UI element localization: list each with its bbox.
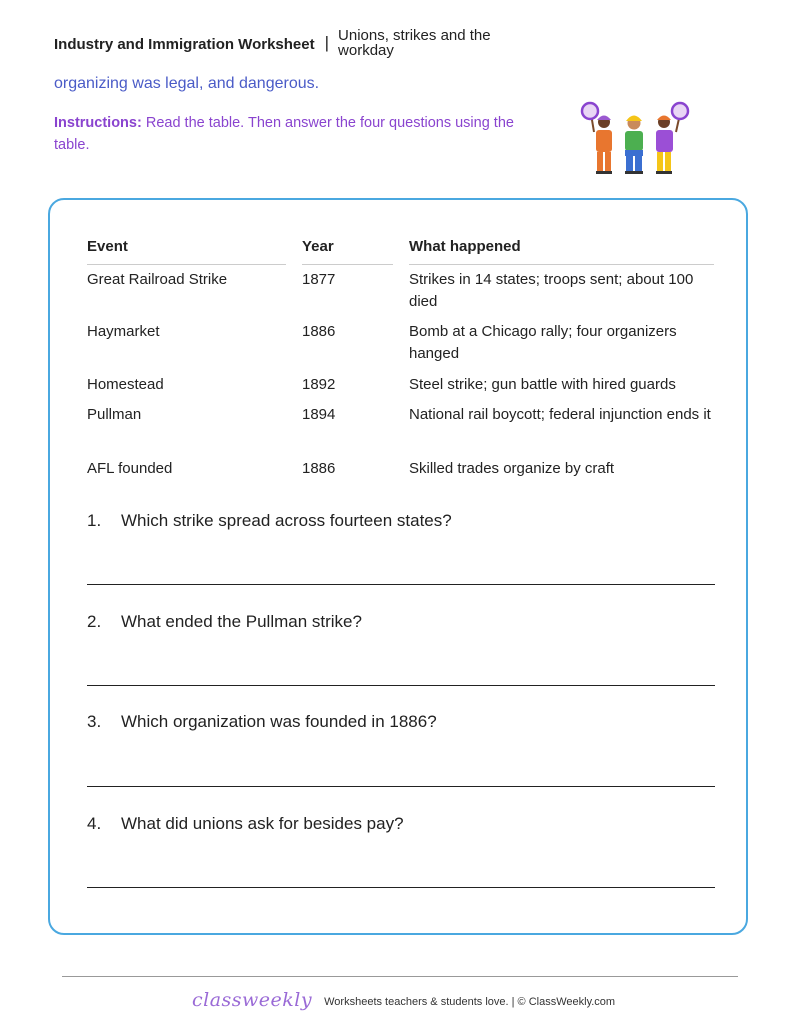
cell-what-happened: Bomb at a Chicago rally; four organizers hanged (409, 323, 677, 362)
question-2 (87, 612, 715, 632)
cell-year: 1894 (302, 406, 336, 423)
question-text: Which organization was founded in 1886? (121, 712, 437, 731)
question-text: What ended the Pullman strike? (121, 612, 362, 631)
question-3 (87, 712, 715, 732)
question-text: Which strike spread across fourteen states? (121, 511, 452, 530)
cell-what-happened: Skilled trades organize by craft (409, 460, 615, 477)
footer-divider (62, 976, 738, 977)
cell-what-happened: Strikes in 14 states; troops sent; about 100 died (409, 271, 694, 310)
question-number: 4. (87, 814, 102, 833)
cell-event: Homestead (87, 376, 164, 393)
cell-year: 1886 (302, 323, 336, 340)
question-1 (87, 511, 715, 531)
question-text: What did unions ask for besides pay? (121, 814, 404, 833)
question-number: 1. (87, 511, 102, 530)
worksheet-card (48, 198, 748, 935)
cell-year: 1886 (302, 460, 336, 477)
question-4 (87, 814, 715, 834)
cell-event: Great Railroad Strike (87, 271, 228, 288)
column-header-year: Year (302, 238, 393, 265)
instructions-label: Instructions: (54, 115, 142, 131)
worksheet-title: Industry and Immigration Worksheet (54, 36, 315, 53)
instructions-text: Read the table. Then answer the four questions using the table. (54, 115, 514, 153)
column-header-what-happened: What happened (409, 238, 714, 265)
cell-event: AFL founded (87, 460, 173, 477)
answer-line[interactable] (87, 685, 715, 686)
column-header-event: Event (87, 238, 286, 265)
instructions (54, 112, 529, 156)
cell-event: Pullman (87, 406, 142, 423)
question-number: 3. (87, 712, 102, 731)
protesters-illustration (578, 100, 693, 178)
cell-what-happened: National rail boycott; federal injunction ends it (409, 406, 711, 423)
worksheet-subtitle: Unions, strikes and the workday (338, 27, 491, 59)
cell-what-happened: Steel strike; gun battle with hired guards (409, 376, 676, 393)
header-separator: | (324, 33, 330, 52)
question-number: 2. (87, 612, 102, 631)
protester-middle-icon (625, 116, 643, 175)
worksheet-header (54, 28, 528, 58)
brand-logo: classweekly (192, 989, 313, 1011)
answer-line[interactable] (87, 786, 715, 787)
intro-text: organizing was legal, and dangerous. (54, 75, 320, 92)
cell-event: Haymarket (87, 323, 160, 340)
protester-left-icon (582, 103, 612, 174)
cell-year: 1892 (302, 376, 336, 393)
answer-line[interactable] (87, 887, 715, 888)
protester-right-icon (656, 103, 688, 174)
footer (192, 989, 615, 1011)
answer-line[interactable] (87, 584, 715, 585)
cell-year: 1877 (302, 271, 336, 288)
footer-tagline: Worksheets teachers & students love. | © ClassWeekly.com (324, 996, 616, 1008)
